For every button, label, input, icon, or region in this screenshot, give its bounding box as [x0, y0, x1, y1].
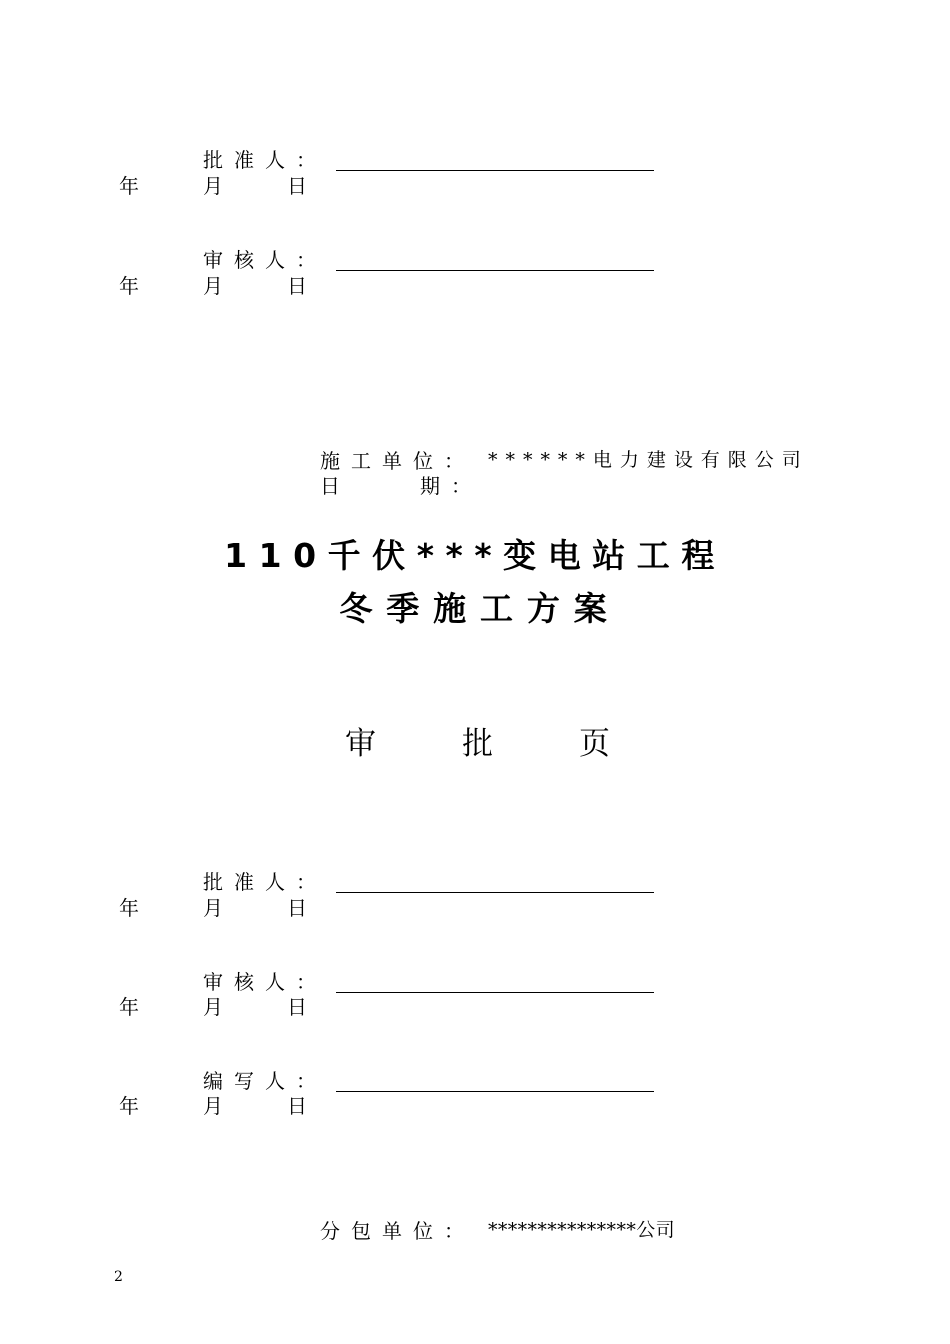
date-year: 年 [119, 995, 139, 1019]
reviewer-label: 审核人： [203, 248, 327, 272]
approver-signature-line [336, 170, 654, 171]
date-month: 月 [203, 1094, 223, 1118]
subcontractor-label: 分包单位： [320, 1219, 475, 1243]
date-month: 月 [203, 174, 223, 198]
date-month: 月 [203, 995, 223, 1019]
date-year: 年 [119, 1094, 139, 1118]
construction-date-label-1: 日 [320, 474, 340, 498]
construction-date-label-2: 期： [420, 474, 482, 498]
approval-heading-char-1: 审 [345, 726, 376, 762]
writer-label: 编写人： [203, 1069, 327, 1093]
reviewer-signature-line [336, 992, 654, 993]
date-day: 日 [287, 274, 307, 298]
approval-heading-char-2: 批 [462, 726, 493, 762]
date-day: 日 [287, 896, 307, 920]
date-day: 日 [287, 1094, 307, 1118]
date-day: 日 [287, 995, 307, 1019]
writer-signature-line [336, 1091, 654, 1092]
reviewer-signature-line [336, 270, 654, 271]
document-title-line2: 冬季施工方案 [339, 589, 621, 628]
date-month: 月 [203, 896, 223, 920]
page-number: 2 [114, 1269, 123, 1285]
approver-label: 批准人： [203, 870, 327, 894]
date-day: 日 [287, 174, 307, 198]
construction-unit-value: ******电力建设有限公司 [488, 449, 809, 471]
document-title-line1: 110千伏***变电站工程 [224, 536, 726, 575]
date-year: 年 [119, 174, 139, 198]
construction-unit-label: 施工单位： [320, 449, 475, 473]
reviewer-label: 审核人： [203, 970, 327, 994]
approval-heading-char-3: 页 [579, 726, 610, 762]
subcontractor-value: ***************公司 [488, 1219, 675, 1241]
date-year: 年 [119, 896, 139, 920]
date-month: 月 [203, 274, 223, 298]
approver-signature-line [336, 892, 654, 893]
date-year: 年 [119, 274, 139, 298]
approver-label: 批准人： [203, 148, 327, 172]
